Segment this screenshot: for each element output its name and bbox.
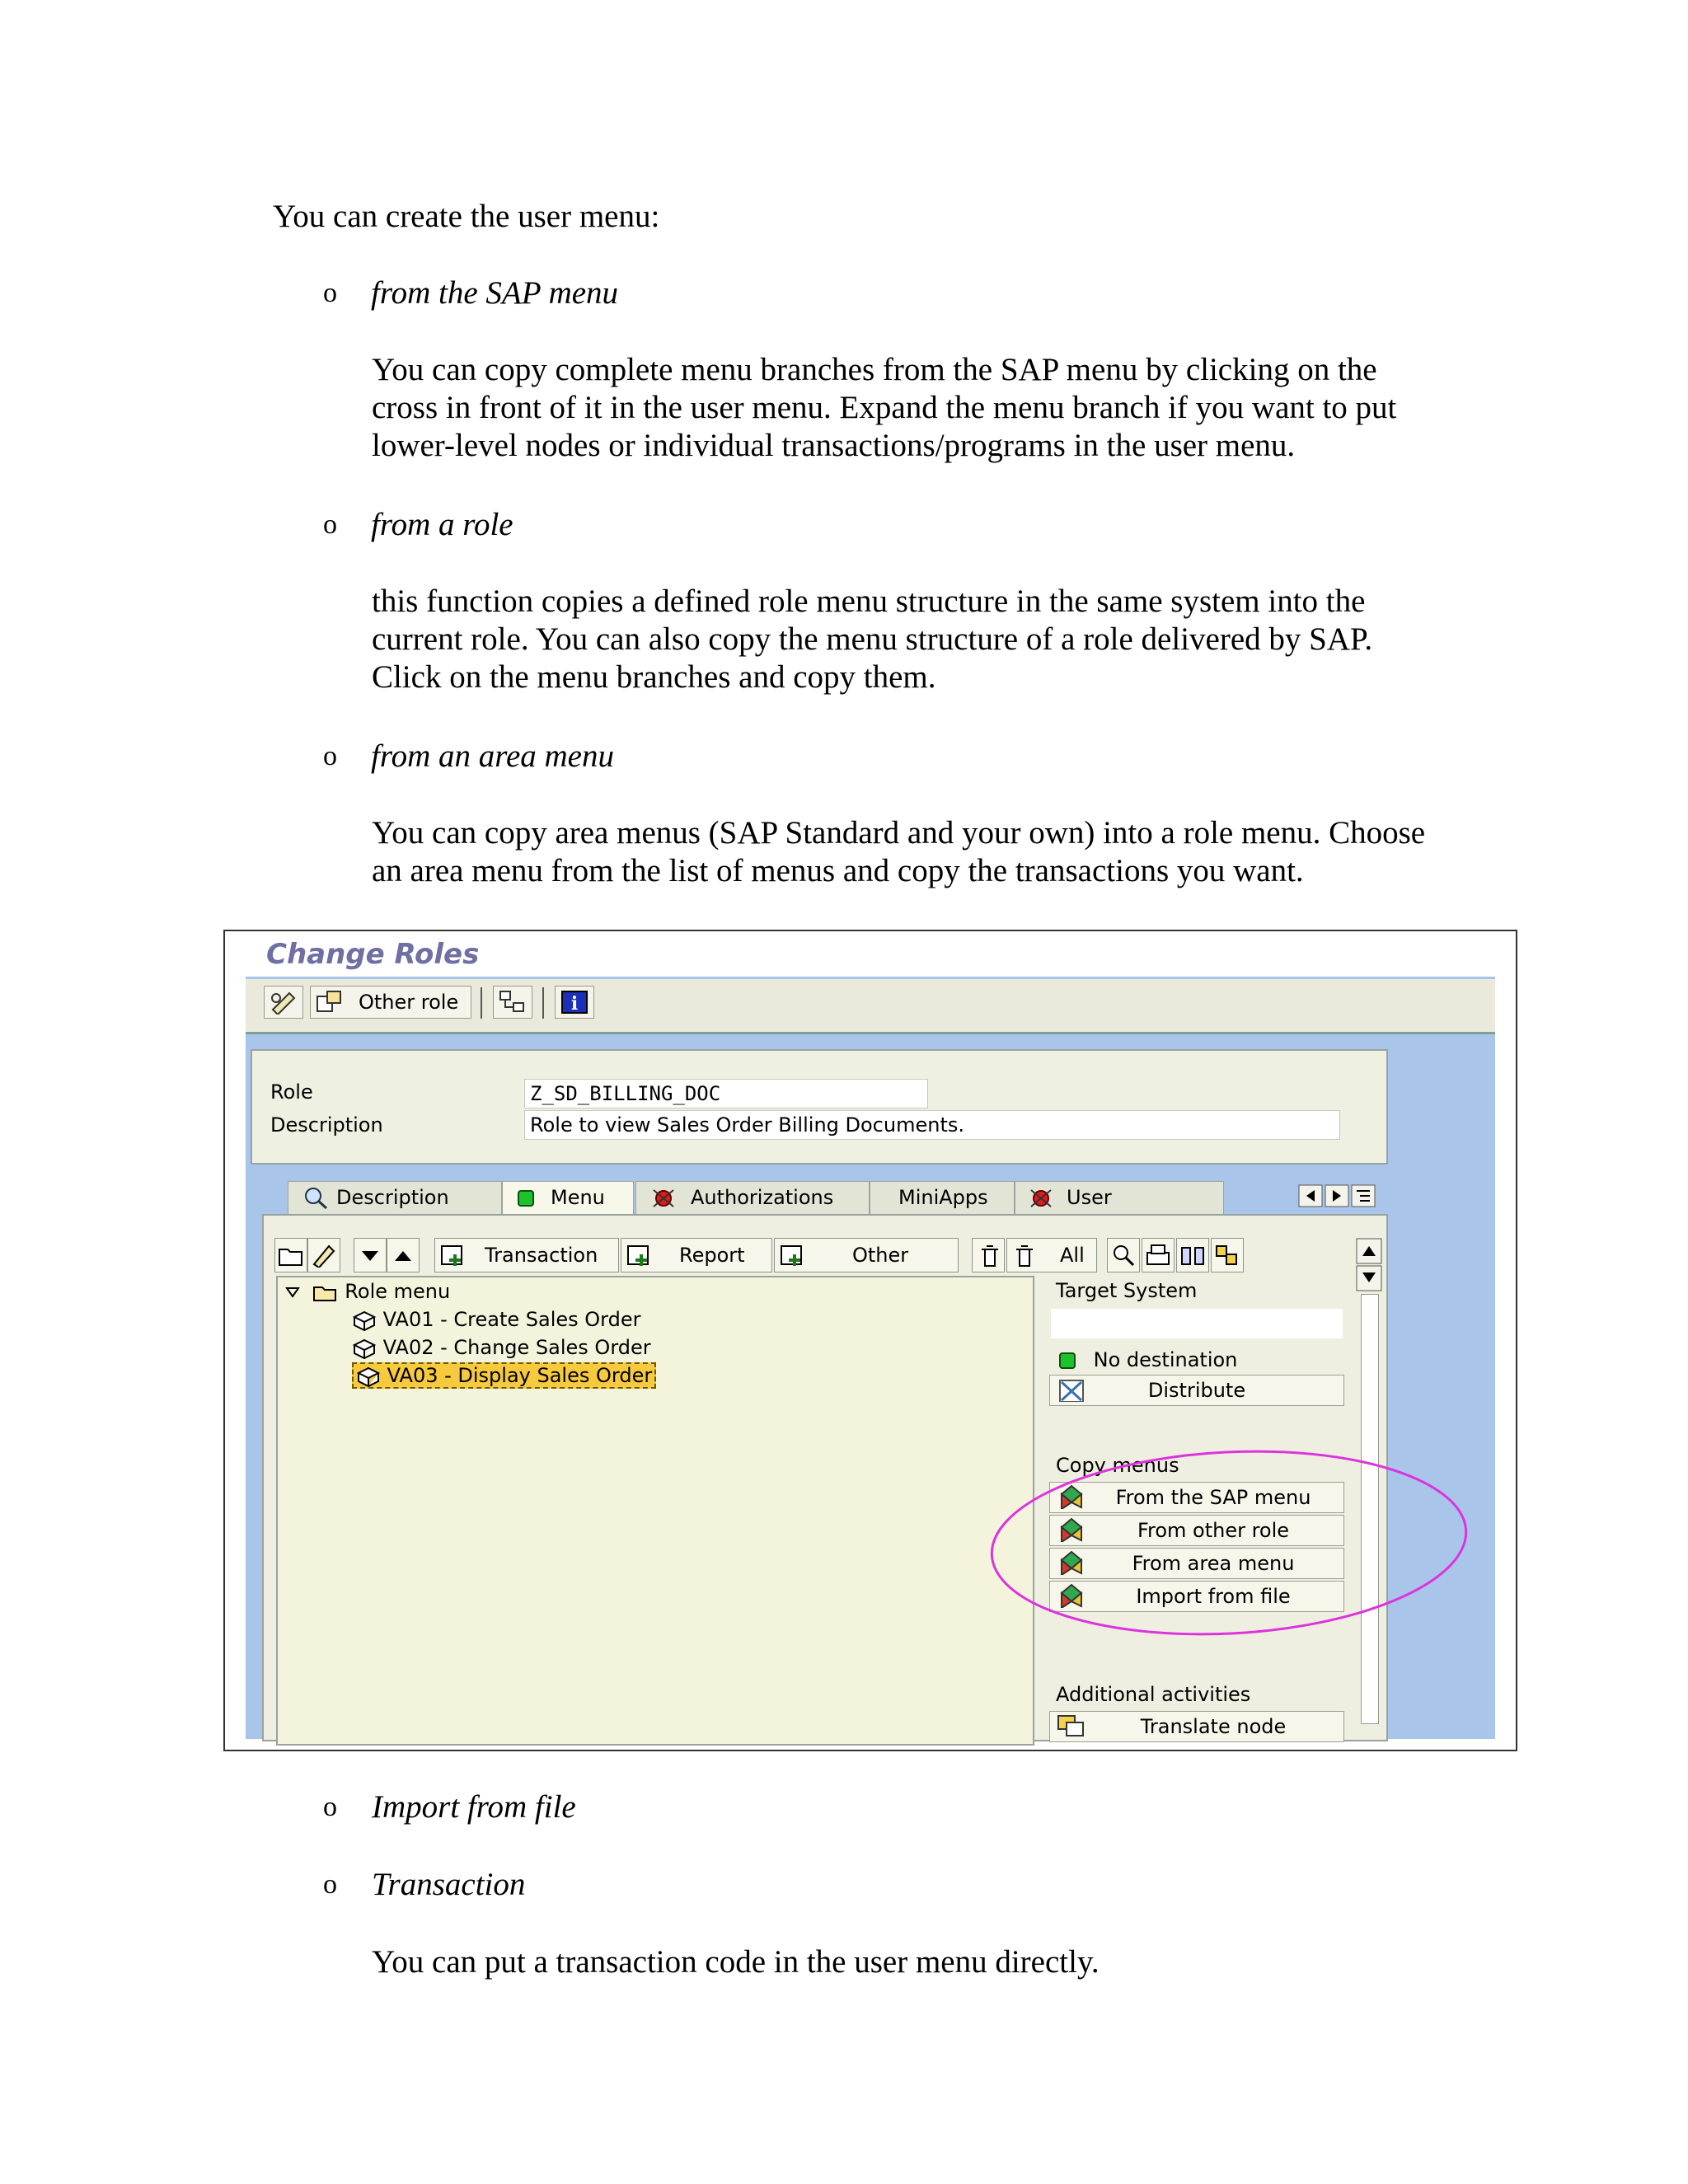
tab-miniapps[interactable] [870, 1181, 1015, 1214]
description-field[interactable]: Role to view Sales Order Billing Documents. [524, 1110, 1340, 1140]
toolbar-separator [481, 987, 482, 1019]
tab-description-label: Description [336, 1186, 449, 1209]
arrow-up-icon [390, 1243, 416, 1268]
bullet-marker: o [323, 1869, 337, 1900]
info-icon [560, 990, 588, 1015]
translate-node-label: Translate node [1140, 1715, 1287, 1738]
application-toolbar [246, 979, 1495, 1034]
role-field[interactable]: Z_SD_BILLING_DOC [524, 1079, 928, 1108]
item-body-line: current role. You can also copy the menu structure of a role delivered by SAP. [372, 621, 1373, 657]
tab-authorizations[interactable] [635, 1181, 870, 1214]
destination-status-label: No destination [1093, 1348, 1238, 1371]
tab-miniapps-label: MiniApps [898, 1186, 988, 1209]
other-role-button[interactable] [310, 986, 471, 1019]
role-header-box [251, 1049, 1388, 1165]
role-label: Role [270, 1080, 313, 1104]
translate-icon [1057, 1713, 1086, 1738]
transaction-label: Transaction [485, 1244, 598, 1267]
find-button[interactable] [1107, 1238, 1140, 1272]
trash-icon [977, 1243, 1003, 1268]
additional-activities-header [1039, 1681, 1262, 1708]
tree-item-label: VA03 - Display Sales Order [387, 1364, 653, 1387]
transaction-cube-icon [356, 1366, 381, 1387]
app-title: Change Roles [266, 938, 480, 971]
role-switch-icon [316, 990, 344, 1015]
all-label: All [1060, 1244, 1085, 1267]
add-node-icon [440, 1243, 468, 1268]
tab-user-label: User [1067, 1186, 1112, 1209]
tree-item-label: VA02 - Change Sales Order [382, 1336, 651, 1359]
other-role-label: Other role [359, 991, 459, 1014]
print-button[interactable] [1142, 1238, 1175, 1272]
green-status-icon [1057, 1351, 1077, 1371]
move-up-button[interactable] [387, 1238, 420, 1272]
create-folder-button[interactable] [274, 1238, 307, 1272]
transaction-cube-icon [352, 1310, 377, 1331]
copy-menus-label: Copy menus [1056, 1454, 1179, 1477]
tree-root-label: Role menu [345, 1280, 451, 1303]
magnifier-icon [1110, 1243, 1137, 1268]
tab-user[interactable] [1015, 1181, 1224, 1214]
toolbar-separator [542, 987, 544, 1019]
item-body-line: cross in front of it in the user menu. Expand the menu branch if you want to put [372, 390, 1397, 425]
from-area-menu-label: From area menu [1132, 1552, 1295, 1575]
arrow-down-icon [357, 1243, 383, 1268]
item-body-line: You can copy area menus (SAP Standard and your own) into a role menu. Choose [372, 815, 1426, 851]
bullet-marker: o [323, 278, 337, 308]
selected-node[interactable] [352, 1362, 656, 1389]
scroll-arrows-icon [1356, 1238, 1382, 1299]
add-node-icon [780, 1243, 808, 1268]
sap-screenshot [223, 930, 1517, 1751]
display-change-button[interactable] [264, 986, 303, 1019]
tab-menu-label: Menu [551, 1186, 605, 1209]
destination-status [1057, 1347, 1237, 1373]
import-from-file-label: Import from file [1136, 1585, 1291, 1608]
item-heading-sap-menu: from the SAP menu [371, 275, 619, 311]
blocks-icon [1214, 1243, 1240, 1268]
target-system-field[interactable] [1051, 1309, 1343, 1338]
svg-text:i: i [570, 993, 579, 1015]
intro-text: You can create the user menu: [273, 199, 660, 234]
add-node-icon [626, 1243, 654, 1268]
item-heading-transaction: Transaction [372, 1867, 526, 1902]
distribute-button[interactable] [1049, 1375, 1344, 1406]
from-sap-menu-label: From the SAP menu [1115, 1486, 1311, 1509]
item-heading-area-menu: from an area menu [371, 738, 614, 774]
item-body-line: You can copy complete menu branches from the SAP menu by clicking on the [372, 352, 1377, 387]
item-body-line: an area menu from the list of menus and copy the transactions you want. [372, 853, 1304, 888]
item-body-line: Click on the menu branches and copy them. [372, 659, 936, 695]
folder-icon [278, 1243, 304, 1268]
item-body-line: this function copies a defined role menu structure in the same system into the [372, 583, 1366, 619]
printer-icon [1145, 1243, 1171, 1268]
tree-item[interactable] [352, 1335, 651, 1360]
add-transaction-button[interactable] [434, 1238, 619, 1272]
other-label: Other [852, 1244, 909, 1267]
pencil-glasses-icon [270, 990, 298, 1015]
bullet-marker: o [323, 741, 337, 771]
item-heading-import-file: Import from file [372, 1789, 576, 1825]
target-system-label: Target System [1056, 1279, 1198, 1302]
technical-names-button[interactable] [1211, 1238, 1244, 1272]
pencil-icon [311, 1243, 337, 1268]
bullet-marker: o [323, 509, 337, 540]
add-other-button[interactable] [774, 1238, 959, 1272]
tab-menu[interactable] [502, 1181, 634, 1214]
transaction-cube-icon [352, 1338, 377, 1359]
delete-node-button[interactable] [972, 1238, 1005, 1272]
item-body-line: You can put a transaction code in the user menu directly. [372, 1944, 1100, 1980]
open-folder-icon [312, 1282, 339, 1302]
additional-activities-label: Additional activities [1056, 1683, 1251, 1706]
item-body-line: lower-level nodes or individual transactions/programs in the user menu. [372, 428, 1296, 463]
tab-scroll-controls[interactable] [1298, 1184, 1381, 1209]
move-down-button[interactable] [354, 1238, 387, 1272]
magnifier-icon [302, 1185, 330, 1210]
tab-authorizations-label: Authorizations [691, 1186, 834, 1209]
tab-description[interactable] [288, 1181, 502, 1214]
hierarchy-icon [499, 990, 527, 1015]
description-label: Description [270, 1113, 383, 1137]
annotation-ellipse [982, 1434, 1476, 1657]
trash-icon [1011, 1243, 1038, 1268]
binoculars-button[interactable] [1176, 1238, 1209, 1272]
red-status-icon [651, 1187, 676, 1210]
collapse-triangle-icon [284, 1284, 301, 1301]
menu-toolbar [274, 1238, 1361, 1274]
translate-node-button[interactable] [1049, 1711, 1344, 1742]
delete-all-button[interactable] [1006, 1238, 1097, 1272]
bullet-marker: o [323, 1792, 337, 1822]
tree-root[interactable] [284, 1279, 450, 1304]
tree-item-label: VA01 - Create Sales Order [382, 1308, 641, 1331]
target-system-header [1039, 1277, 1229, 1304]
binoculars-icon [1179, 1243, 1206, 1268]
tree-item-selected[interactable] [352, 1363, 656, 1388]
green-status-icon [516, 1188, 536, 1208]
tab-scroll-arrows-icon [1298, 1184, 1381, 1209]
report-label: Report [679, 1244, 745, 1267]
hierarchy-button[interactable] [493, 986, 532, 1019]
red-status-icon [1029, 1187, 1053, 1210]
tree-item[interactable] [352, 1307, 640, 1332]
from-other-role-label: From other role [1137, 1519, 1290, 1542]
add-report-button[interactable] [621, 1238, 772, 1272]
distribute-label: Distribute [1147, 1379, 1246, 1402]
item-heading-role: from a role [371, 507, 513, 542]
rename-button[interactable] [307, 1238, 340, 1272]
info-button[interactable] [555, 986, 594, 1019]
role-menu-tree [276, 1276, 1034, 1746]
